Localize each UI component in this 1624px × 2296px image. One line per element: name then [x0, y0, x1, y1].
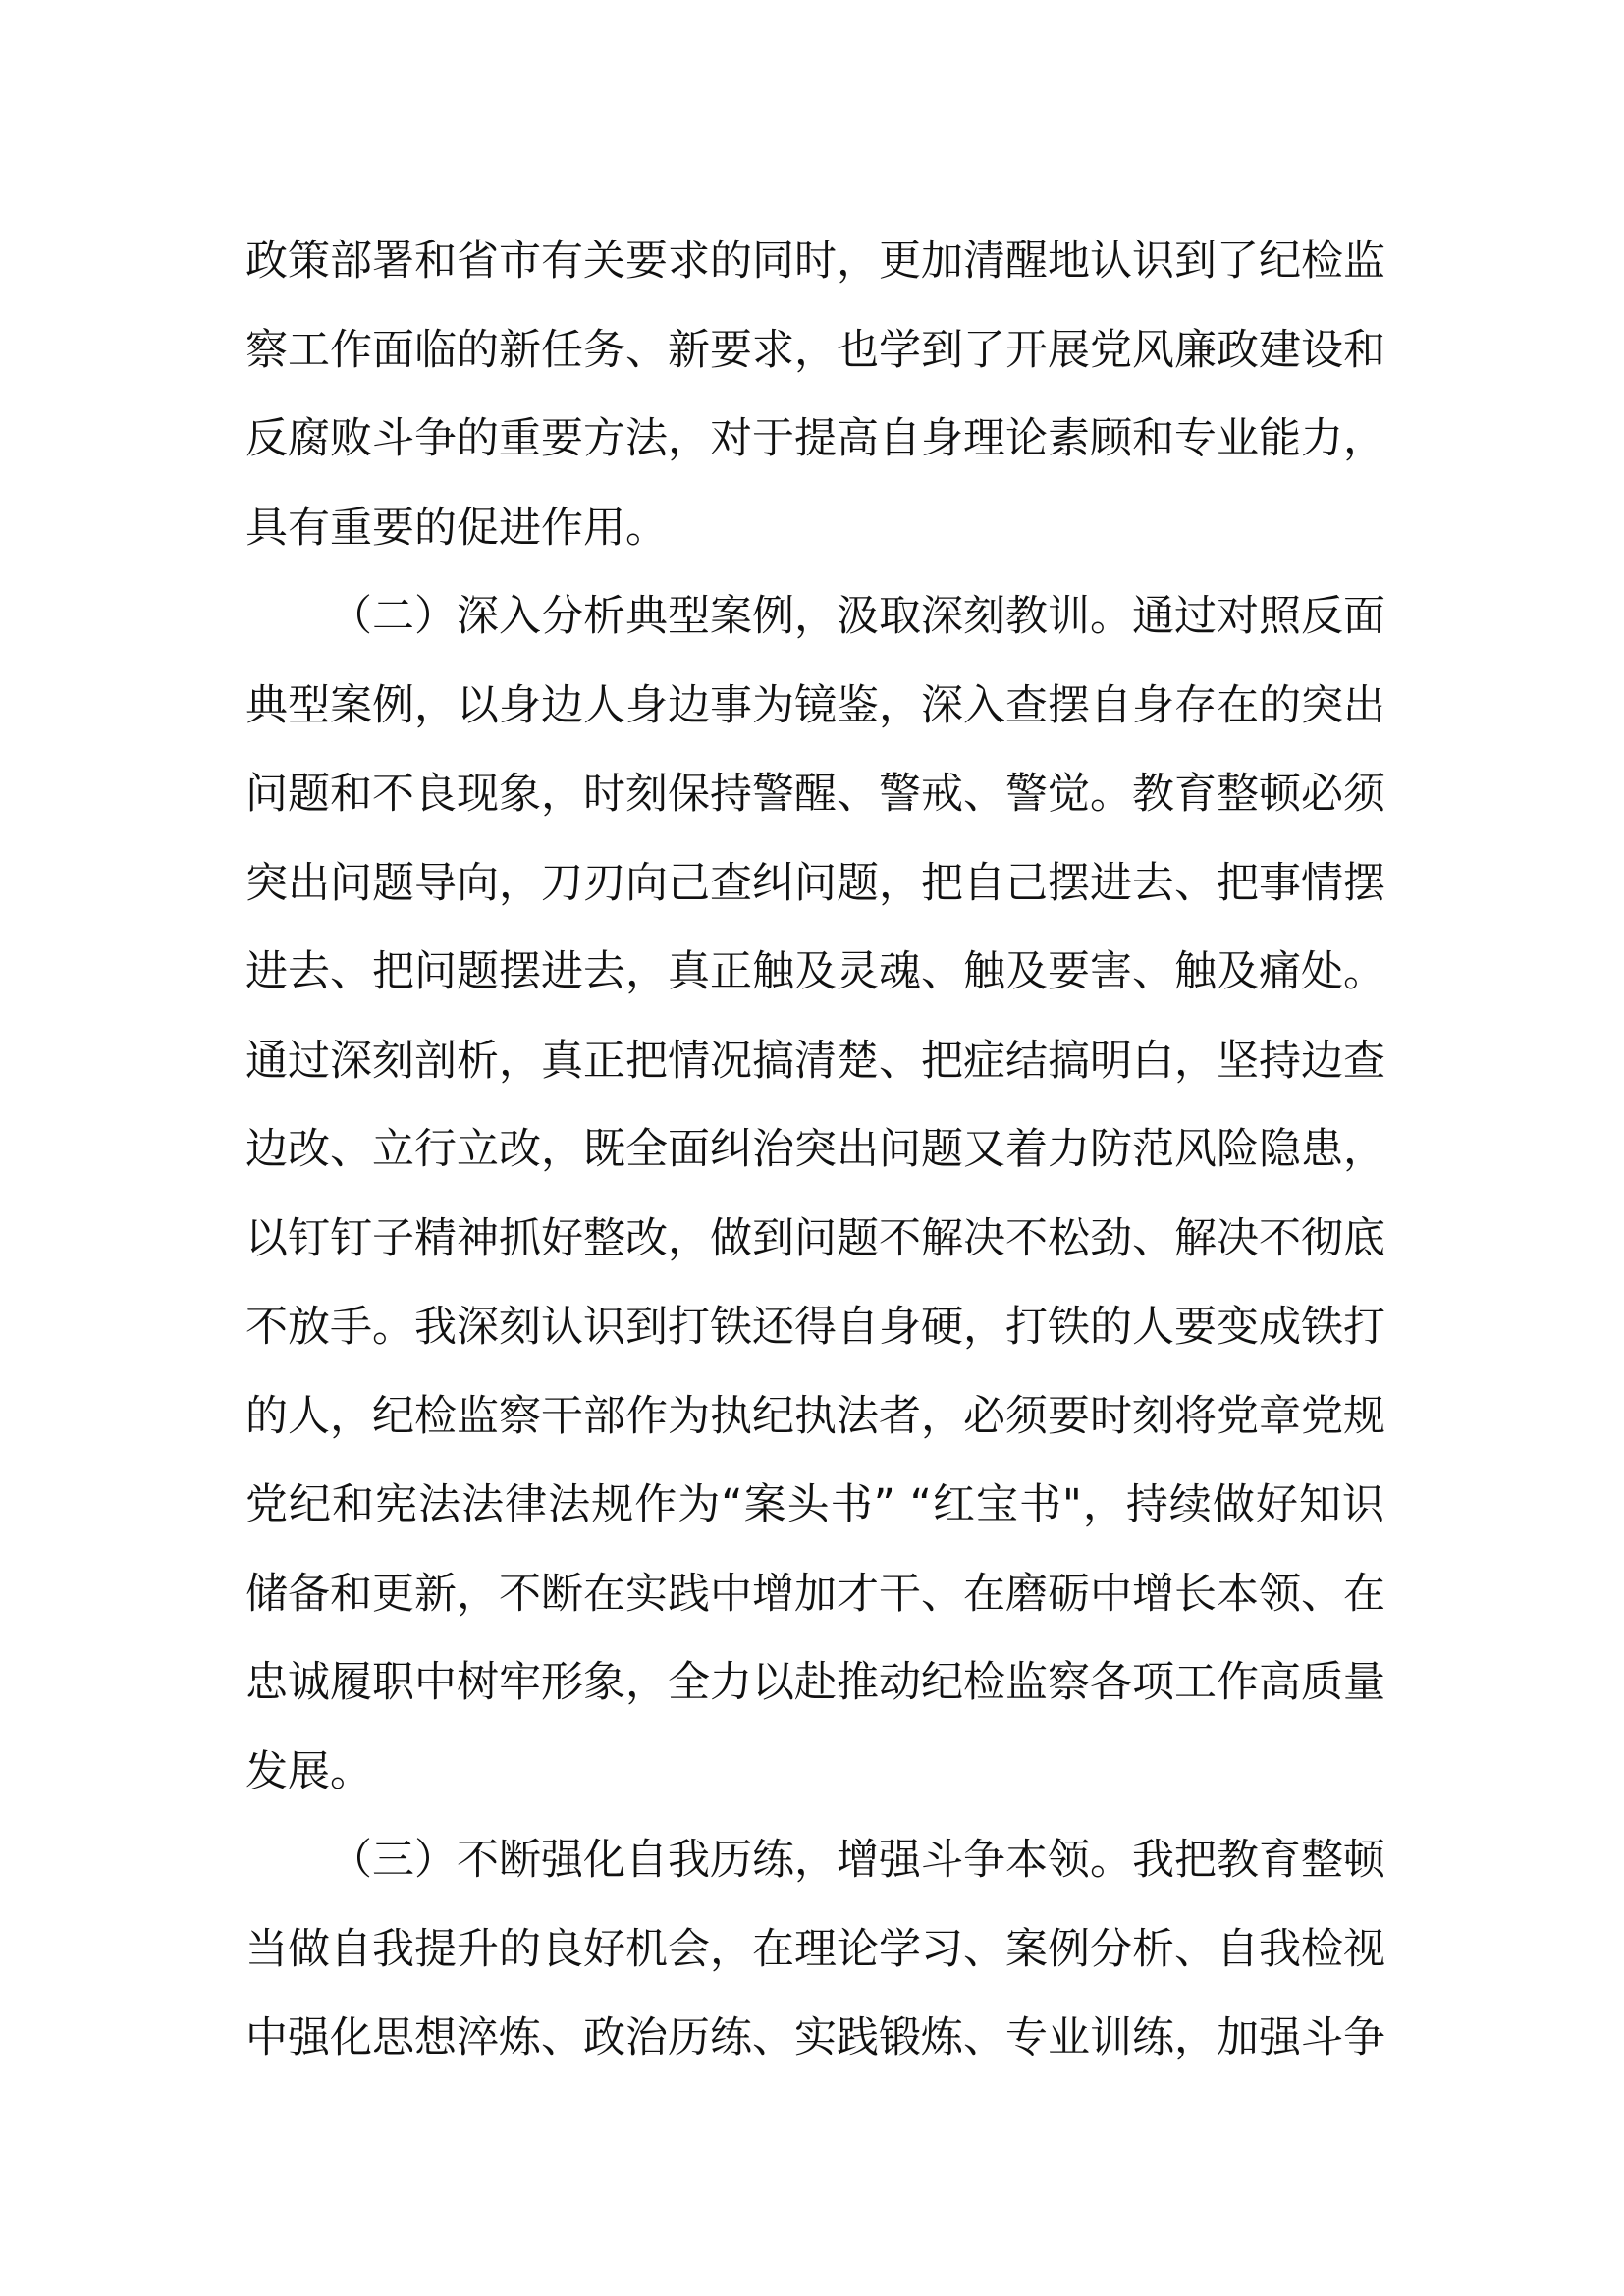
text-line: 不放手。我深刻认识到打铁还得自身硬，打铁的人要变成铁打: [245, 1303, 1385, 1352]
text-line: 问题和不良现象，时刻保持警醒、警戒、警觉。教育整顿必须: [245, 770, 1385, 819]
paragraph-heading-line: （三）不断强化自我历练，增强斗争本领。我把教育整顿: [330, 1836, 1385, 1885]
text-line: 反腐败斗争的重要方法，对于提高自身理论素顾和专业能力，: [245, 414, 1385, 463]
text-line: 发展。: [245, 1746, 372, 1796]
text-line: 中强化思想淬炼、政治历练、实践锻炼、专业训练，加强斗争: [245, 2013, 1385, 2062]
text-line: 政策部署和省市有关要求的同时，更加清醒地认识到了纪检监: [245, 237, 1385, 286]
text-line: 通过深刻剖析，真正把情况搞清楚、把症结搞明白，坚持边查: [245, 1036, 1385, 1086]
text-line: 以钉钉子精神抓好整改，做到问题不解决不松劲、解决不彻底: [245, 1213, 1385, 1263]
paragraph-heading-line: （二）深入分析典型案例，汲取深刻教训。通过对照反面: [330, 592, 1385, 641]
text-line: 进去、把问题摆进去，真正触及灵魂、触及要害、触及痛处。: [245, 947, 1385, 996]
text-line: 忠诚履职中树牢形象，全力以赴推动纪检监察各项工作高质量: [245, 1658, 1385, 1707]
document-body: [245, 217, 1384, 2083]
text-line: 察工作面临的新任务、新要求，也学到了开展党风廉政建设和: [245, 325, 1385, 375]
paragraph-2: [245, 572, 1384, 1816]
text-line: 党纪和宪法法律法规作为“案头书” “红宝书"，持续做好知识: [245, 1480, 1384, 1529]
text-line: 边改、立行立改，既全面纠治突出问题又着力防范风险隐患，: [245, 1125, 1385, 1174]
text-line: 储备和更新，不断在实践中增加才干、在磨砺中增长本领、在: [245, 1569, 1385, 1619]
paragraph-1: [245, 217, 1384, 572]
text-line: 典型案例，以身边人身边事为镜鉴，深入查摆自身存在的突出: [245, 680, 1385, 730]
text-line: 的人，纪检监察干部作为执纪执法者，必须要时刻将党章党规: [245, 1391, 1385, 1441]
text-line: 当做自我提升的良好机会，在理论学习、案例分析、自我检视: [245, 1924, 1385, 1974]
text-line: 具有重要的促进作用。: [245, 503, 668, 553]
text-line: 突出问题导向，刀刃向己查纠问题，把自己摆进去、把事情摆: [245, 858, 1385, 908]
paragraph-3: [245, 1816, 1384, 2083]
